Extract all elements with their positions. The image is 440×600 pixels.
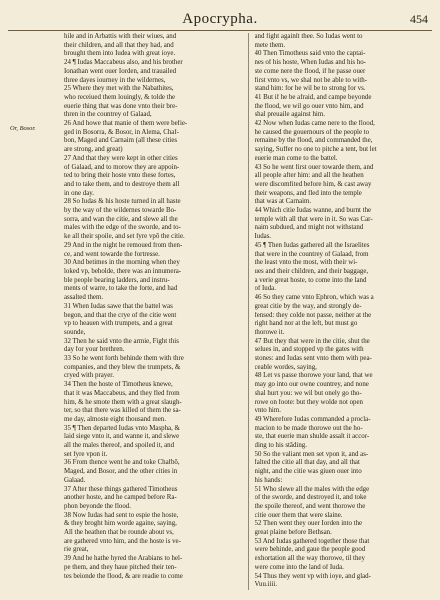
text-line: brought them into Iudea with great ioye. [64, 50, 176, 58]
text-line: 48 Let vs passe thorowe your land, that we [254, 372, 373, 380]
text-line: their weapons, and fled into the temple [254, 189, 362, 197]
text-line: vnto him. [254, 407, 281, 415]
text-line: hile and in Arbattis with their wiues, and [64, 33, 177, 40]
text-line: euerie man come to the battel. [254, 154, 338, 162]
text-line: & they broght him worde againe, saying, [64, 520, 177, 528]
text-line: that were in the countrey of Galaad, from [254, 250, 369, 258]
text-line: 24 ¶ Iudas Maccabeus also, and his brother [64, 59, 183, 67]
text-line: phon beyonde the flood. [64, 502, 131, 510]
text-line: 40 Then Timotheus said vnto the captai- [254, 50, 366, 58]
text-line: temple with all that were in it. So was Car- [254, 215, 373, 223]
text-line: ted to bring their hoste vnto these fortes, [64, 172, 176, 180]
text-line: 51 Who slewe all the males with the edge [254, 485, 370, 493]
text-line: falted the citie all that day, and all that [254, 459, 360, 467]
text-line: a verie great hoste, to come into the land [254, 276, 367, 284]
text-line: 37 After these things gathered Timotheus [64, 485, 178, 493]
text-line: 30 And betimes in the morning when they [64, 259, 180, 267]
text-line: in one day. [64, 189, 94, 197]
text-line: of Iuda. [254, 285, 276, 293]
text-line: three dayes iourney in the wildernes, [64, 76, 166, 84]
text-line: 42 Now when Iudas came nere to the flood, [254, 120, 375, 128]
text-line: 47 But they that were in the citie, shut the [254, 337, 370, 345]
text-line: thorowe it. [254, 328, 285, 336]
text-line: him, & he smote them with a great slaugh- [64, 398, 182, 406]
right-column [255, 33, 433, 590]
text-line: 43 So he went first ouer towarde them, and [254, 163, 374, 171]
text-line: All the heathen that be rounde about vs, [64, 529, 174, 537]
text-line: remaine by the flood, and commanded the, [254, 137, 373, 145]
text-line: 39 And he hathe hyred the Arabians to hel- [64, 555, 183, 563]
text-line: stand him: for he wil be to strong for vs. [254, 85, 366, 93]
text-line: 36 From thence went he and toke Chafbō, [64, 459, 180, 467]
text-line: stones: and Iudas sent vnto them with pea- [254, 355, 372, 363]
text-line: day for your brethren. [64, 346, 125, 354]
text-line: ce, and went towarde the fortresse. [64, 250, 160, 258]
text-line: Vuu.iiii. [254, 581, 278, 589]
text-line: right hand nor at the left, but must go [254, 320, 358, 328]
text-line: saying, Suffer no one to pitche a tent, but let [254, 146, 377, 154]
text-line: 54 Thus they went vp with ioye, and glad- [254, 572, 371, 580]
text-line: macion to be made thorowe out the ho- [254, 424, 363, 432]
text-line: the least vnto the most, with their wi- [254, 259, 358, 267]
text-line: the flood, we wil go ouer vnto him, and [254, 102, 364, 110]
text-line: shal hurt you: we wil but onely go tho- [254, 389, 362, 397]
text-line: 53 And Iudas gathered together those that [254, 537, 370, 545]
text-line: 27 And that they were kept in other cities [64, 154, 178, 162]
text-line: 31 When Iudas sawe that the battel was [64, 302, 173, 310]
text-line: 49 Wherefore Iudas commanded a procla- [254, 415, 371, 423]
text-line: Galaad. [64, 476, 86, 484]
text-line: 26 And howe that manie of them were befie- [64, 120, 188, 128]
text-line: of the sworde, and destroyed it, and toke [254, 494, 367, 502]
page-header [8, 6, 432, 31]
text-line: are strong, and great) [64, 146, 123, 154]
text-line: 34 Then the hoste of Timotheus knewe, [64, 381, 173, 389]
text-line: me day, almoste eight thousand men. [64, 415, 166, 423]
margin-note: Or, Bosor. [10, 125, 36, 132]
page-number: 454 [410, 12, 428, 26]
text-line: night, and the citie was giuen ouer into [254, 468, 362, 476]
text-line: males with the edge of the sworde, and to- [64, 224, 181, 232]
text-line: rie great, [64, 546, 89, 554]
text-line: great citie by the way, and strongly de- [254, 302, 362, 310]
text-line: that was at Carnaim. [254, 198, 312, 206]
text-line: that it was Maccabeus, and they fled from [64, 389, 180, 397]
text-line: all people after him: and all the heathen [254, 172, 364, 180]
text-line: were come into the land of Iuda. [254, 563, 344, 571]
text-line: 38 Now Iudas had sent to espie the hoste, [64, 511, 179, 519]
text-line: who receiued them louingly, & tolde the [64, 93, 176, 101]
text-line: sounde, [64, 328, 86, 336]
text-line: companies, and they blew the trumpets, & [64, 363, 181, 371]
text-line: ding to his stāding. [254, 442, 307, 450]
text-line: naim subdued, and might not withstand [254, 224, 364, 232]
text-line: 35 ¶ Then departed Iudas vnto Maspha, & [64, 424, 180, 432]
text-line: Maged, and Bosor, and the other cities in [64, 468, 178, 476]
text-line: Iudas. [254, 233, 272, 241]
text-line: set fyre vpon it. [64, 450, 108, 458]
text-line: nes of his hoste, When Iudas and his ho- [254, 59, 366, 67]
text-line: selues in, and stopped vp the gates with [254, 346, 364, 354]
text-line: by the way of the wildernes towarde Bo- [64, 207, 177, 215]
text-line: great plaine before Bethsan. [254, 529, 332, 537]
text-line: their children, and all that they had, and [64, 41, 174, 49]
text-line: and fight againſt thee. So Iudas went to [254, 33, 363, 40]
text-line: euerie thing that was done vnto their bre- [64, 102, 178, 110]
text-line: 52 Then went they ouer Iorden into the [254, 520, 363, 528]
text-line: ged in Bosorra, & Bosor, in Alema, Chaf- [64, 128, 179, 136]
text-line: 25 Where they met with the Nabathites, [64, 85, 174, 93]
text-line: shal preuaile against him. [254, 111, 325, 119]
text-line: 32 Then he said vnto the armie, Fight this [64, 337, 179, 345]
text-line: cryed with prayer. [64, 372, 114, 380]
text-columns [8, 31, 432, 590]
text-line: 45 ¶ Then Iudas gathered all the Israelites [254, 241, 370, 249]
text-line: assalted them. [64, 294, 104, 302]
text-line: 46 So they came vnto Ephron, which was a [254, 294, 374, 302]
text-line: thren in the countrey of Galaad, [64, 111, 152, 119]
text-line: 33 So he went forth behinde them with thre [64, 355, 184, 363]
text-line: sorra, and wan the citie, and slewe all the [64, 215, 178, 223]
text-line: were behinde, and gaue the people good [254, 546, 366, 554]
text-line: his hands: [254, 476, 283, 484]
text-line: vp to heauen with trumpets, and a great [64, 320, 173, 328]
text-line: pe them, and they haue pitched their ten- [64, 563, 177, 571]
column-divider [248, 33, 249, 590]
text-line: bon, Maged and Carnaim (all these cities [64, 137, 178, 145]
text-line: ste come nere the flood, if he passe ouer [254, 67, 366, 75]
text-line: rowe on foote: but they wolde not open [254, 398, 364, 406]
text-line: citie ouer them that were slaine. [254, 511, 343, 519]
text-line: fensed: they colde not passe, neither at the [254, 311, 372, 319]
text-line: mete them. [254, 41, 286, 49]
text-line: are gathered vnto him, and the hoste is ve- [64, 537, 181, 545]
text-line: 29 And in the night he remoued from then- [64, 241, 183, 249]
text-line: loked vp, beholde, there was an innumera- [64, 267, 182, 275]
text-line: 50 So the valiant men set vpon it, and as- [254, 450, 369, 458]
text-line: ues and their children, and their baggage, [254, 267, 369, 275]
text-line: laid siege vnto it, and wanne it, and slewe [64, 433, 180, 441]
text-line: all the males thereof, and spoiled it, and [64, 442, 175, 450]
text-line: Ionathan went ouer Iorden, and trauailed [64, 67, 177, 75]
text-line: another hoste, and he camped before Ra- [64, 494, 177, 502]
text-line: first vnto vs, we shal not be able to with- [254, 76, 368, 84]
text-line: 41 But if he be afraid, and campe beyonde [254, 93, 372, 101]
text-line: ble people bearing ladders, and instru- [64, 276, 170, 284]
running-title: Apocrypha. [182, 11, 258, 27]
text-line: begon, and that the crye of the citie went [64, 311, 177, 319]
text-line: ste, that euerie man shulde assalt it accor- [254, 433, 370, 441]
text-line: 44 Which citie Iudas wanne, and burnt the [254, 207, 372, 215]
text-line: the spoile thereof, and went thorowe the [254, 502, 366, 510]
text-line: ter, so that there was killed of them the sa- [64, 407, 181, 415]
text-line: tes beionde the flood, & are readie to come [64, 572, 183, 580]
text-line: may go into our owne countrey, and none [254, 381, 369, 389]
left-column [8, 33, 242, 590]
text-line: ceable wordes, saying, [254, 363, 317, 371]
text-line: and to take them, and to destroye them all [64, 180, 180, 188]
text-line: 28 So Iudas & his hoste turned in all haste [64, 198, 181, 206]
text-line: ke all their spoile, and set fyre vpō the citie. [64, 233, 185, 241]
text-line: he caused the gouernours of the people to [254, 128, 370, 136]
text-line: ments of warre, to take the forte, and had [64, 285, 178, 293]
text-line: of Galaad, and to morow they are appoin- [64, 163, 180, 171]
text-line: exhortation all the way thorowe, til they [254, 555, 365, 563]
text-line: were discomfited before him, & cast away [254, 180, 372, 188]
